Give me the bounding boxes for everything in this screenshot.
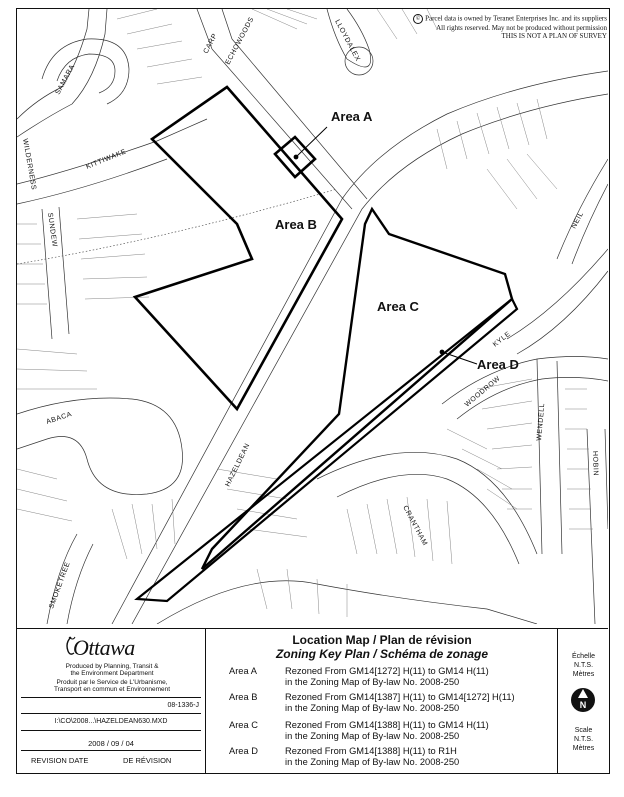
divider [21, 713, 201, 714]
copyright-icon: © [413, 14, 423, 24]
lot-lines [17, 9, 593, 617]
abaca-road [17, 398, 183, 495]
street-label-crantham: CRANTHAM [401, 504, 429, 548]
street-label-carp: CARP [202, 32, 220, 55]
crantham-road [317, 452, 537, 564]
north-arrow-icon [570, 687, 596, 713]
wendell-road [537, 359, 562, 554]
street-label-kyle: KYLE [491, 330, 513, 349]
metres-label: Mètres [572, 671, 595, 678]
legend-row-text [285, 746, 555, 768]
legend-row-line-1: Rezoned From GM14[1388] H(11) to R1H [285, 746, 457, 756]
file-number: 08-1336-J [167, 702, 199, 709]
map-drawing [17, 9, 608, 624]
location-map [17, 9, 608, 624]
street-label-kittiwake: KITTIWAKE [85, 148, 128, 171]
file-path: I:\CO\2008...\HAZELDEAN630.MXD [54, 718, 168, 725]
area-d-leader [442, 352, 477, 364]
produced-fr-line-2: Transport en commun et Environnement [53, 686, 171, 693]
map-frame [16, 8, 610, 774]
nts-label: N.T.S. [573, 662, 594, 669]
divider [21, 750, 201, 751]
legend-row-line-2: in the Zoning Map of By-law No. 2008-250 [285, 703, 460, 713]
nts-label-2: N.T.S. [573, 736, 594, 743]
legend-row-text [285, 666, 555, 688]
legend-center-panel [207, 629, 558, 774]
divider [21, 730, 201, 731]
street-label-neil: NEIL [570, 210, 586, 230]
metres-label-2: Mètres [572, 745, 595, 752]
legend-row-line-1: Rezoned From GM14[1387] H(11) to GM14[1272] H(11) [285, 692, 515, 702]
legend-row-line-1: Rezoned From GM14[1272] H(11) to GM14 H(11) [285, 666, 489, 676]
legend-left-panel [17, 629, 206, 774]
street-label-wilderness: WILDERNESS [21, 138, 38, 191]
revision-date-label-fr: DE RÉVISION [123, 756, 172, 765]
produced-fr-line-1: Produit par le Service de L'Urbanisme, [56, 679, 168, 686]
legend-row-line-2: in the Zoning Map of By-law No. 2008-250 [285, 677, 460, 687]
street-label-echowoods: ECHOWOODS [224, 15, 256, 66]
legend-row-label: Area C [229, 720, 258, 730]
copyright-line-3: THIS IS NOT A PLAN OF SURVEY [501, 32, 607, 40]
legend-row-label: Area A [229, 666, 257, 676]
street-label-sundew: SUNDEW [46, 212, 58, 248]
area-d-label: Area D [477, 357, 519, 372]
map-title: Location Map / Plan de révision [292, 633, 472, 647]
samara-road [42, 39, 129, 104]
hazeldean-road-edge-west [112, 71, 608, 624]
street-label-smoketree: SMOKETREE [48, 560, 72, 610]
produced-en-line-1: Produced by Planning, Transit & [65, 663, 159, 670]
area-c-label: Area C [377, 299, 419, 314]
copyright-notice [395, 14, 607, 40]
kittiwake-road [17, 119, 207, 204]
copyright-line-2: All rights reserved. May not be produced without permission [436, 24, 607, 32]
area-b-label: Area B [275, 217, 317, 232]
smoketree-road [47, 534, 93, 624]
area-a-label: Area A [331, 109, 373, 124]
divider [21, 697, 201, 698]
area-b-outline [135, 87, 342, 409]
revision-date-label-en: REVISION DATE [31, 756, 89, 765]
street-label-hobin: HOBIN [591, 450, 599, 477]
legend-title-block [17, 628, 608, 774]
north-letter: N [579, 700, 587, 710]
scale-label: Scale [574, 727, 593, 734]
legend-row-line-1: Rezoned From GM14[1388] H(11) to GM14 H(11) [285, 720, 489, 730]
carp-road-edge-west [212, 49, 352, 209]
produced-en-line-2: the Environment Department [70, 670, 154, 677]
street-label-hazeldean: HAZELDEAN [224, 442, 252, 488]
street-label-woodrow: WOODROW [463, 374, 502, 409]
legend-row-line-2: in the Zoning Map of By-law No. 2008-250 [285, 731, 460, 741]
legend-row-text [285, 720, 555, 742]
legend-row-line-2: in the Zoning Map of By-law No. 2008-250 [285, 757, 460, 767]
street-label-wendell: WENDELL [536, 402, 547, 442]
street-label-lloydalex: LLOYDALEX [333, 18, 362, 63]
kyle-road [507, 249, 608, 354]
woodrow-road [442, 357, 608, 420]
copyright-line-1: Parcel data is owned by Teranet Enterprises Inc. and its suppliers [425, 14, 607, 23]
ottawa-logo-text: Ottawa [73, 635, 135, 660]
map-subtitle: Zoning Key Plan / Schéma de zonage [275, 647, 489, 661]
revision-date-value: 2008 / 09 / 04 [88, 739, 134, 748]
legend-right-panel [559, 629, 608, 774]
street-label-abaca: ABACA [45, 410, 74, 426]
echelle-label: Échelle [572, 653, 595, 660]
street-label-samara: SAMARA [54, 63, 77, 96]
neil-road [557, 159, 608, 264]
legend-row-label: Area D [229, 746, 258, 756]
legend-row-label: Area B [229, 692, 258, 702]
wilderness-road [17, 9, 107, 137]
legend-row-text [285, 692, 555, 714]
